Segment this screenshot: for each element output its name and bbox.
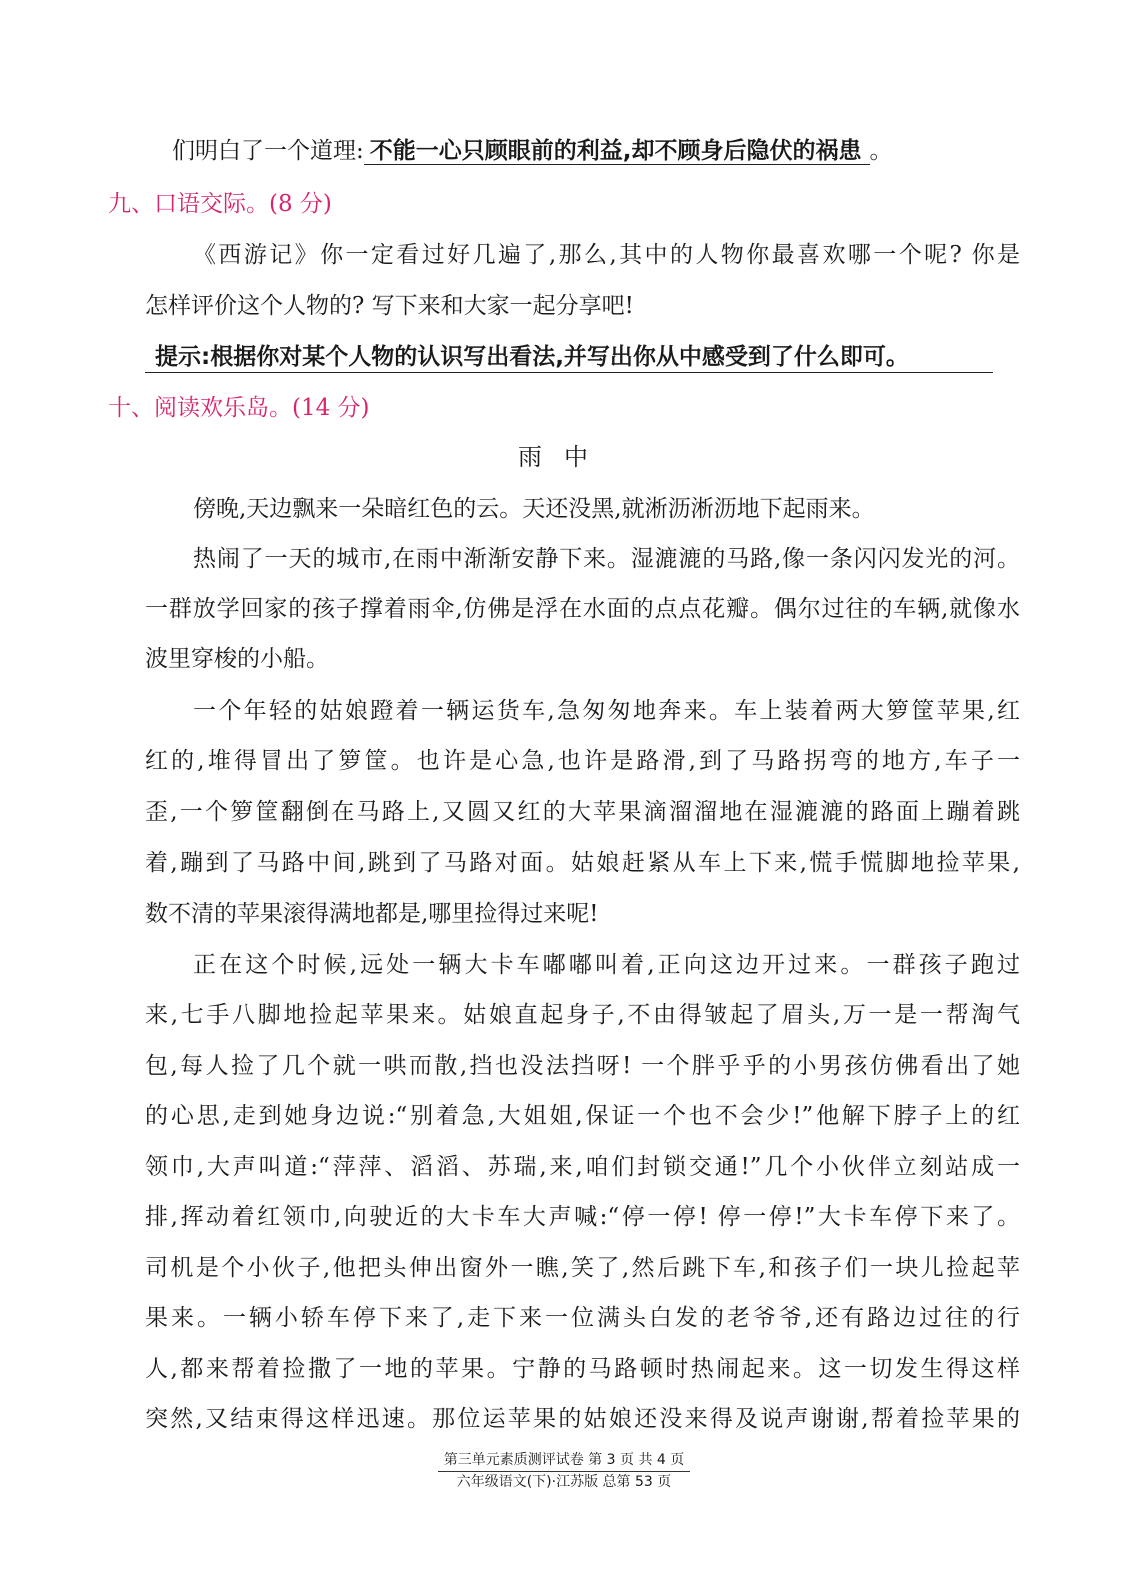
section-9-title: 九、口语交际。	[108, 191, 269, 217]
page-footer-info	[0, 1451, 1128, 1472]
passage-line-14: 领巾,大声叫道:“萍萍、滔滔、苏瑞,来,咱们封锁交通!”几个小伙伴立刻站成一	[145, 1154, 1020, 1180]
passage-line-19: 突然,又结束得这样迅速。那位运苹果的姑娘还没来得及说声谢谢,帮着捡苹果的	[145, 1406, 1020, 1432]
section-9-heading	[108, 189, 332, 219]
passage-line-16: 司机是个小伙子,他把头伸出窗外一瞧,笑了,然后跳下车,和孩子们一块儿捡起苹	[145, 1255, 1020, 1281]
passage-line-2: 热闹了一天的城市,在雨中渐渐安静下来。湿漉漉的马路,像一条闪闪发光的河。	[193, 546, 1020, 572]
passage-line-4: 波里穿梭的小船。	[145, 646, 329, 672]
passage-line-13: 的心思,走到她身边说:“别着急,大姐姐,保证一个也不会少!”他解下脖子上的红	[145, 1103, 1020, 1129]
passage-line-10: 正在这个时候,远处一辆大卡车嘟嘟叫着,正向这边开过来。一群孩子跑过	[193, 952, 1020, 978]
passage-line-12: 包,每人捡了几个就一哄而散,挡也没法挡呀! 一个胖乎乎的小男孩仿佛看出了她	[145, 1053, 1020, 1079]
passage-title: 雨中	[518, 443, 610, 471]
section-9-line-1: 《西游记》你一定看过好几遍了,那么,其中的人物你最喜欢哪一个呢? 你是	[193, 242, 1020, 268]
section-10-score: (14 分)	[292, 395, 370, 421]
answer-prefix: 们明白了一个道理:	[172, 138, 364, 164]
section-9-hint: 提示:根据你对某个人物的认识写出看法,并写出你从中感受到了什么即可。	[145, 342, 993, 373]
passage-line-1: 傍晚,天边飘来一朵暗红色的云。天还没黑,就淅沥淅沥地下起雨来。	[193, 496, 875, 522]
passage-line-17: 果来。一辆小轿车停下来了,走下来一位满头白发的老爷爷,还有路边过往的行	[145, 1305, 1020, 1331]
answer-sentence	[172, 136, 1032, 166]
section-9-score: (8 分)	[269, 191, 332, 217]
passage-line-3: 一群放学回家的孩子撑着雨伞,仿佛是浮在水面的点点花瓣。偶尔过往的车辆,就像水	[145, 596, 1020, 622]
section-10-title: 十、阅读欢乐岛。	[108, 395, 292, 421]
passage-line-11: 来,七手八脚地捡起苹果来。姑娘直起身子,不由得皱起了眉头,万一是一帮淘气	[145, 1002, 1020, 1028]
page-footer-total	[0, 1473, 1128, 1491]
answer-blank: 不能一心只顾眼前的利益,却不顾身后隐伏的祸患	[364, 138, 870, 165]
passage-line-9: 数不清的苹果滚得满地都是,哪里捡得过来呢!	[145, 901, 599, 927]
section-9-line-2: 怎样评价这个人物的? 写下来和大家一起分享吧!	[145, 293, 634, 319]
passage-line-7: 歪,一个箩筐翻倒在马路上,又圆又红的大苹果滴溜溜地在湿漉漉的路面上蹦着跳	[145, 799, 1020, 825]
answer-suffix: 。	[869, 138, 893, 164]
passage-line-6: 红的,堆得冒出了箩筐。也许是心急,也许是路滑,到了马路拐弯的地方,车子一	[145, 748, 1020, 774]
footer-line-1: 第三单元素质测评试卷 第 3 页 共 4 页	[438, 1451, 691, 1472]
passage-line-5: 一个年轻的姑娘蹬着一辆运货车,急匆匆地奔来。车上装着两大箩筐苹果,红	[193, 698, 1020, 724]
passage-line-15: 排,挥动着红领巾,向驶近的大卡车大声喊:“停一停! 停一停!”大卡车停下来了。	[145, 1204, 1020, 1230]
passage-line-18: 人,都来帮着捡撒了一地的苹果。宁静的马路顿时热闹起来。这一切发生得这样	[145, 1356, 1020, 1382]
section-10-heading	[108, 393, 370, 423]
footer-line-2: 六年级语文(下)·江苏版 总第 53 页	[456, 1474, 672, 1490]
passage-line-8: 着,蹦到了马路中间,跳到了马路对面。姑娘赶紧从车上下来,慌手慌脚地捡苹果,	[145, 850, 1020, 876]
